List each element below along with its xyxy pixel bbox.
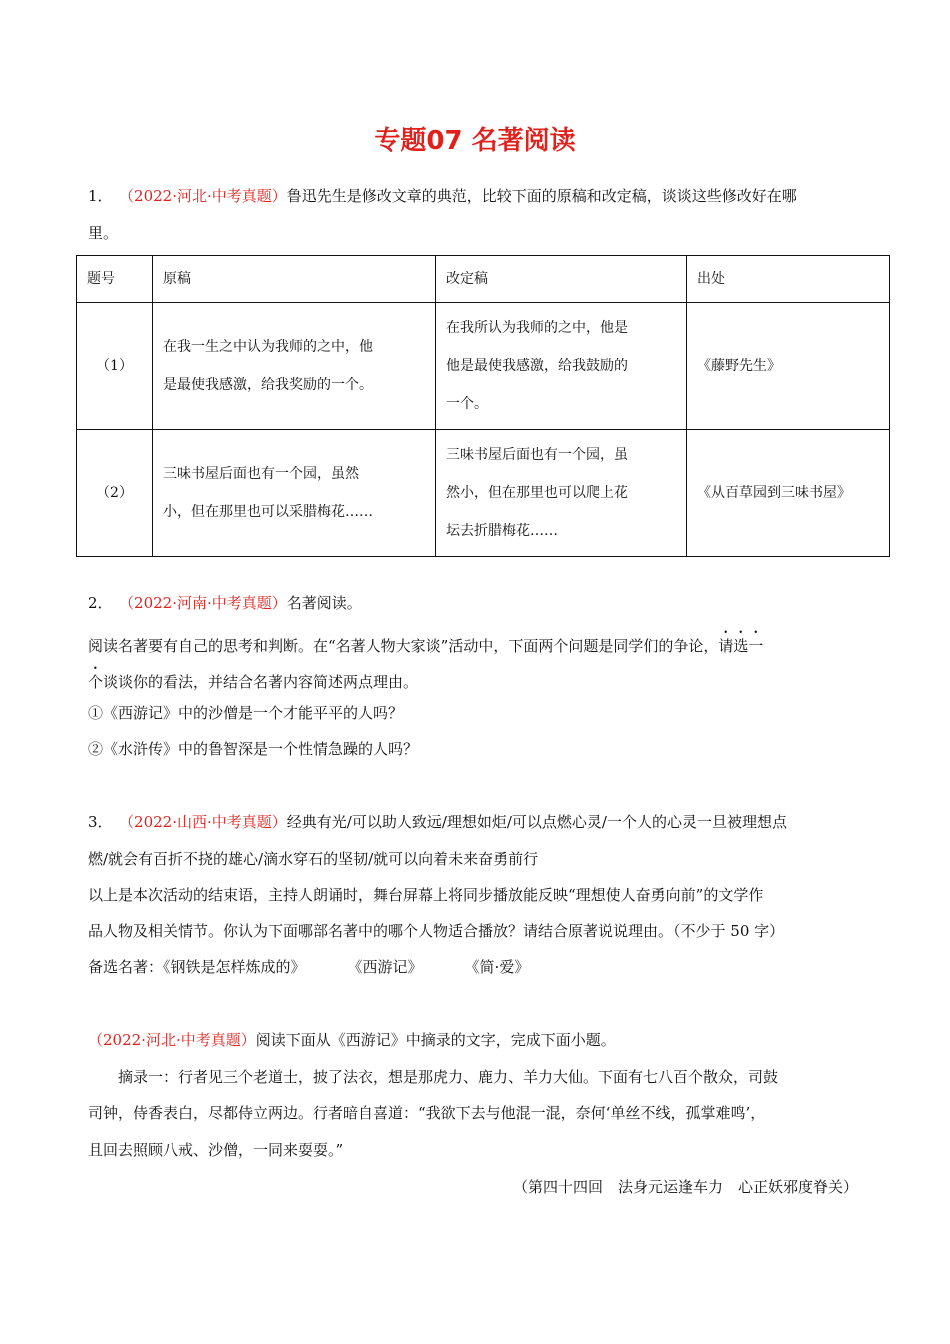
q4-excerpt-a: 摘录一：行者见三个老道士，披了法衣，想是那虎力、鹿力、羊力大仙。下面有七八百个散众，司鼓 (118, 1068, 779, 1086)
q2-stem (88, 592, 362, 614)
q3-option: 《西游记》 (347, 958, 423, 976)
revised-text (436, 303, 687, 430)
revised-line: 一个。 (446, 396, 488, 412)
revised-line: 三味书屋后面也有一个园，虽 (446, 447, 628, 463)
q3-options (88, 956, 529, 978)
revised-line: 他是最使我感激，给我鼓励的 (446, 358, 628, 374)
table-header-row (77, 256, 890, 303)
q1-source: （2022·河北·中考真题） (126, 187, 287, 205)
q2-emphasis: 请选一 (718, 637, 764, 655)
page-title: 专题07 名著阅读 (374, 126, 576, 156)
original-line: 三味书屋后面也有一个园，虽然 (163, 466, 359, 482)
table-header: 原稿 (153, 256, 436, 303)
revised-line: 坛去折腊梅花…… (446, 523, 558, 539)
q4-source: （2022·河北·中考真题） (88, 1031, 256, 1049)
q3-source: （2022·山西·中考真题） (126, 813, 287, 831)
q4-intro: 阅读下面从《西游记》中摘录的文字，完成下面小题。 (255, 1031, 616, 1049)
original-line: 是最使我感激，给我奖励的一个。 (163, 377, 373, 393)
revised-line: 在我所认为我师的之中，他是 (446, 320, 628, 336)
revision-table (76, 255, 890, 557)
original-line: 在我一生之中认为我师的之中，他 (163, 339, 373, 355)
q2-line2-text: 谈谈你的看法，并结合名著内容简述两点理由。 (103, 673, 419, 691)
q3-poem-a: 经典有光/可以助人致远/理想如炬/可以点燃心灵/一个人的心灵一旦被理想点 (286, 813, 787, 831)
q2-item-2: ②《水浒传》中的鲁智深是一个性情急躁的人吗？ (88, 740, 419, 758)
row-id: （1） (77, 303, 153, 430)
q3-poem-b: 燃/就会有百折不挠的雄心/滴水穿石的坚韧/就可以向着未来奋勇前行 (88, 850, 539, 868)
q2-line2 (88, 664, 418, 693)
q4-excerpt-c: 且回去照顾八戒、沙僧，一同来耍耍。” (88, 1141, 344, 1159)
q1-stem (88, 185, 797, 207)
q2-emphasis: 个 (88, 673, 104, 691)
q1-text-a: 鲁迅先生是修改文章的典范，比较下面的原稿和改定稿，谈谈这些修改好在哪 (286, 187, 797, 205)
q2-line1 (88, 628, 763, 657)
row-id: （2） (77, 430, 153, 557)
table-header: 改定稿 (436, 256, 687, 303)
q2-item-1: ①《西游记》中的沙僧是一个才能平平的人吗？ (88, 704, 404, 722)
q3-line4: 品人物及相关情节。你认为下面哪部名著中的哪个人物适合播放？请结合原著说说理由。（不少于 50 字） (88, 922, 785, 940)
source-work: 《藤野先生》 (687, 303, 890, 430)
q4-chapter: （第四十四回 法身元运逢车力 心正妖邪度脊关） (512, 1178, 858, 1196)
q3-option: 《简·爱》 (464, 958, 530, 976)
original-line: 小，但在那里也可以采腊梅花…… (163, 504, 373, 520)
original-text (153, 430, 436, 557)
original-text (153, 303, 436, 430)
revised-line: 然小，但在那里也可以爬上花 (446, 485, 628, 501)
q2-source: （2022·河南·中考真题） (126, 594, 287, 612)
q3-option: 《钢铁是怎样炼成的》 (163, 958, 306, 976)
q4-excerpt-b: 司钟，侍香表白，尽都侍立两边。行者暗自喜道：“我欲下去与他混一混，奈何‘单丝不线，孤掌难鸣’， (88, 1104, 766, 1122)
revised-text (436, 430, 687, 557)
table-header: 题号 (77, 256, 153, 303)
q1-number: 1． (88, 187, 113, 205)
q3-options-label: 备选名著： (88, 958, 164, 976)
table-header: 出处 (687, 256, 890, 303)
q1-stem-cont: 里。 (88, 224, 119, 242)
source-work: 《从百草园到三味书屋》 (687, 430, 890, 557)
q3-number: 3． (88, 813, 113, 831)
q4-stem (88, 1029, 616, 1051)
table-row (77, 430, 890, 557)
table-row (77, 303, 890, 430)
q3-stem (88, 811, 787, 833)
q2-line1-text: 阅读名著要有自己的思考和判断。在“名著人物大家谈”活动中，下面两个问题是同学们的争论， (88, 637, 719, 655)
q3-line3: 以上是本次活动的结束语，主持人朗诵时，舞台屏幕上将同步播放能反映“理想使人奋勇向前”的文学作 (88, 886, 764, 904)
q2-number: 2． (88, 594, 113, 612)
q2-intro: 名著阅读。 (286, 594, 362, 612)
